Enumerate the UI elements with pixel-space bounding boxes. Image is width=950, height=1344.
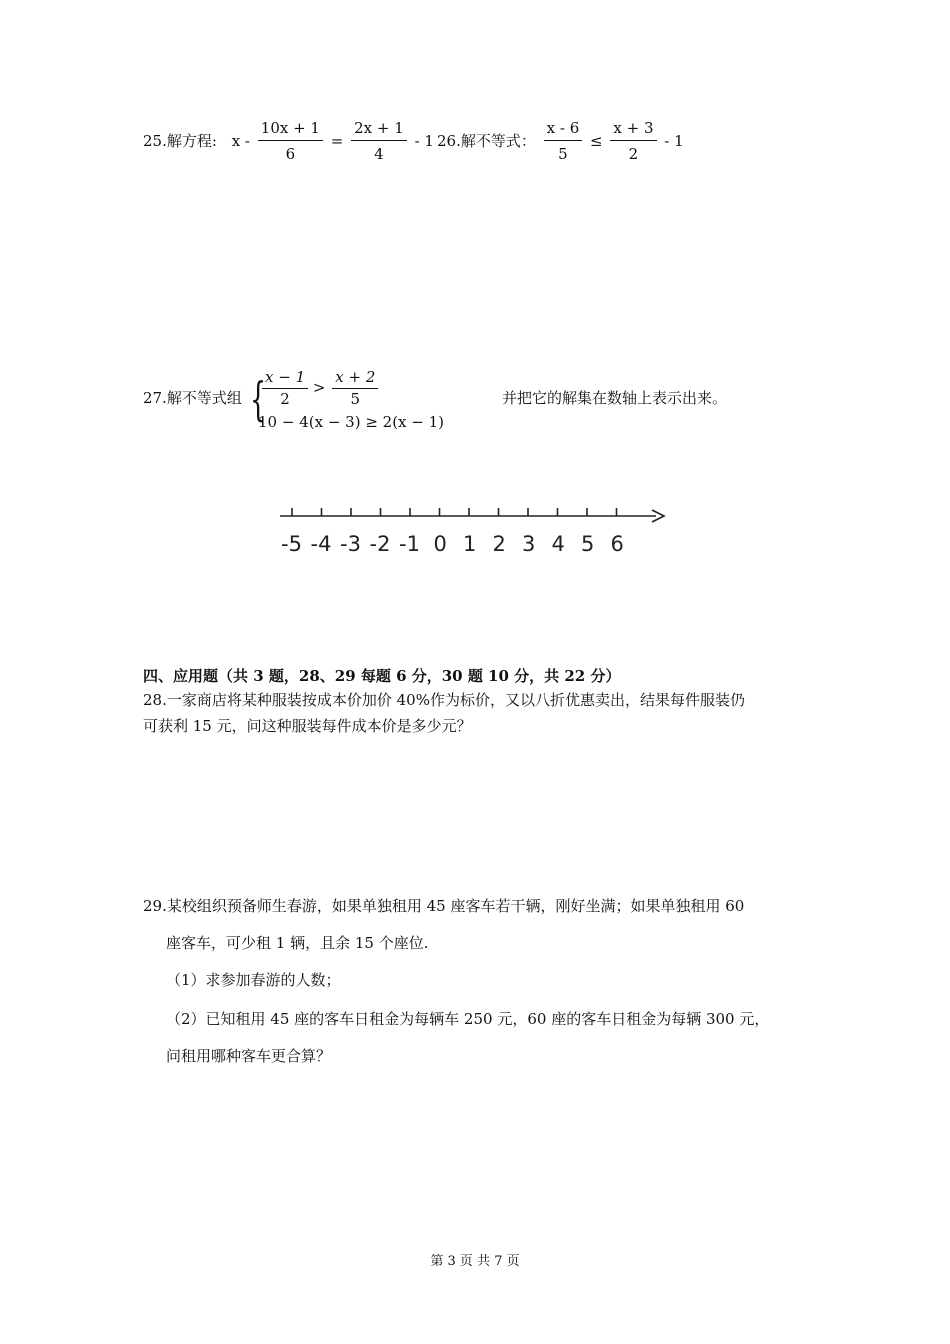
question-26 <box>437 118 684 164</box>
number-line-axis <box>278 500 678 524</box>
q28-line-1: 28.一家商店将某种服装按成本价加价 40%作为标价，又以八折优惠卖出，结果每件服装仍 <box>143 691 745 709</box>
q26-le: ≤ <box>590 132 603 150</box>
number-line-label: 5 <box>581 532 595 556</box>
number-line-label: -4 <box>310 532 332 556</box>
section-heading: 四、应用题（共 3 题，28、29 每题 6 分，30 题 10 分，共 22 分） <box>143 667 621 685</box>
page-footer: 第 3 页 共 7 页 <box>430 1254 520 1269</box>
brace-icon: { <box>250 372 267 426</box>
q25-lhs: x - <box>231 132 250 150</box>
number-line-label: 6 <box>610 532 624 556</box>
q29-line-1: 29.某校组织预备师生春游，如果单独租用 45 座客车若干辆，刚好坐满；如果单独租用 60 <box>143 897 745 915</box>
number-line <box>278 500 678 560</box>
number-line-label: -3 <box>340 532 361 556</box>
q29-part-1: （1）求参加春游的人数； <box>166 971 341 989</box>
q28-line-2: 可获利 15 元，问这种服装每件成本价是多少元？ <box>143 717 472 735</box>
q29-part-2: （2）已知租用 45 座的客车日租金为每辆车 250 元，60 座的客车日租金为每辆 300 元， <box>166 1010 770 1028</box>
q25-fraction-2: $\frac{2x + 1}{4}$ <box>351 118 407 164</box>
question-25 <box>143 118 434 164</box>
q26-label: 26.解不等式： <box>437 132 536 150</box>
number-line-label: 4 <box>551 532 565 556</box>
q27-inequality-1: $\frac{x - 1}{2}$ > $\frac{x + 2}{5}$ <box>262 368 378 407</box>
q27-label: 27.解不等式组 <box>143 389 242 407</box>
number-line-label: -1 <box>399 532 420 556</box>
q25-fraction-1: $\frac{10x + 1}{6}$ <box>258 118 323 164</box>
q25-equals: = <box>330 132 344 150</box>
q26-fraction-1: $\frac{x - 6}{5}$ <box>544 118 583 164</box>
q25-tail: - 1 <box>414 132 434 150</box>
q25-label: 25.解方程: <box>143 132 217 150</box>
q27-system <box>250 368 450 434</box>
q29-line-2: 座客车，可少租 1 辆，且余 15 个座位. <box>166 934 429 952</box>
number-line-label: 3 <box>522 532 536 556</box>
number-line-label: 1 <box>463 532 477 556</box>
number-line-label: -2 <box>369 532 391 556</box>
number-line-label: 2 <box>492 532 506 556</box>
number-line-label: -5 <box>281 532 302 556</box>
q26-fraction-2: $\frac{x + 3}{2}$ <box>610 118 656 164</box>
q26-tail: - 1 <box>664 132 684 150</box>
q27-inequality-2: 10 − 4(x − 3) ≥ 2(x − 1) <box>258 413 445 431</box>
q27-instruction: 并把它的解集在数轴上表示出来。 <box>502 389 728 407</box>
number-line-label: 0 <box>433 532 447 556</box>
q29-part-2-cont: 问租用哪种客车更合算？ <box>166 1047 332 1065</box>
